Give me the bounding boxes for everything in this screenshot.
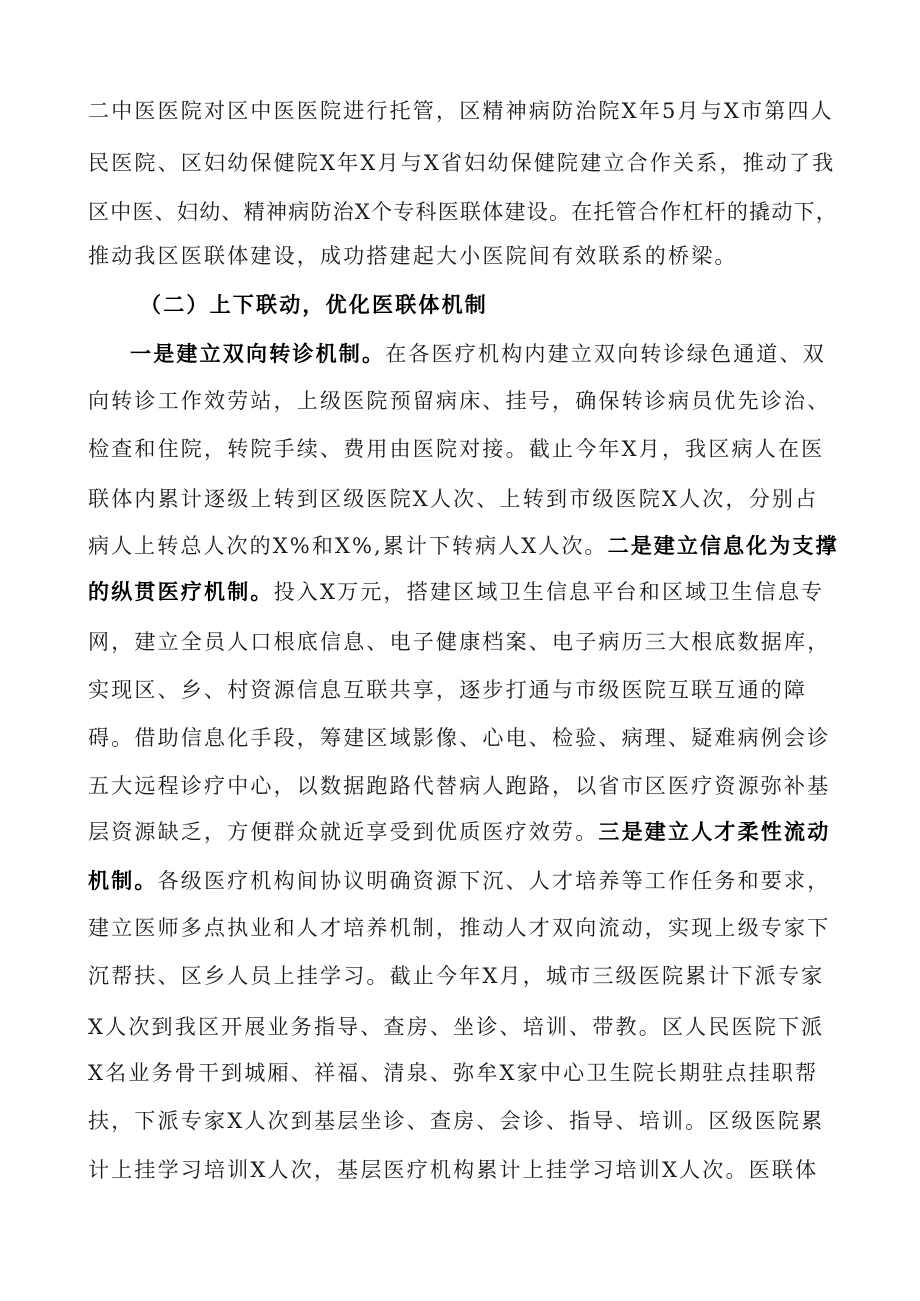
text-line xyxy=(88,1106,824,1136)
text-run: 五大远程诊疗中心，以数据跑路代替病人跑路，以省市区医疗资源弥补基 xyxy=(88,774,831,798)
text-line xyxy=(130,339,826,369)
text-run: 联体内累计逐级上转到区级医院X人次、上转到市级医院X人次，分别占 xyxy=(88,487,819,511)
text-run: 计上挂学习培训X人次，基层医疗机构累计上挂学习培训X人次。医联体 xyxy=(88,1158,819,1182)
text-line xyxy=(88,386,830,416)
text-line xyxy=(88,96,834,126)
text-line xyxy=(88,723,830,753)
text-run: 病人上转总人次的X%和X%,累计下转病人X人次。 xyxy=(88,534,608,558)
text-run: X人次到我区开展业务指导、查房、坐诊、培训、带教。区人民医院下派 xyxy=(88,1015,825,1039)
text-run: 网，建立全员人口根底信息、电子健康档案、电子病历三大根底数据库， xyxy=(88,630,831,654)
text-run: 在各医疗机构内建立双向转诊绿色通道、双 xyxy=(385,342,827,366)
text-run: 向转诊工作效劳站，上级医院预留病床、挂号，确保转诊病员优先诊治、 xyxy=(88,389,831,413)
text-run: 民医院、区妇幼保健院X年X月与X省妇幼保健院建立合作关系，推动了我 xyxy=(88,151,836,175)
text-run: 碍。借助信息化手段，筹建区域影像、心电、检验、病理、疑难病例会诊 xyxy=(88,726,831,750)
emphasis-run: 二是建立信息化为支撑 xyxy=(607,534,839,558)
text-line xyxy=(88,817,830,847)
text-run: 推动我区医联体建设，成功搭建起大小医院间有效联系的桥梁。 xyxy=(88,244,738,268)
text-line xyxy=(88,531,839,561)
text-line xyxy=(88,577,824,607)
text-line xyxy=(88,1155,818,1185)
text-line xyxy=(88,241,738,271)
text-run: X名业务骨干到城厢、祥福、清泉、弥牟X家中心卫生院长期驻点挂职帮 xyxy=(88,1061,819,1085)
text-run: 扶，下派专家X人次到基层坐诊、查房、会诊、指导、培训。区级医院累 xyxy=(88,1109,825,1133)
text-run: 实现区、乡、村资源信息互联共享，逐步打通与市级医院互联互通的障 xyxy=(88,678,808,702)
text-run: 检查和住院，转院手续、费用由医院对接。截止今年X月，我区病人在医 xyxy=(88,437,825,461)
text-line xyxy=(88,913,830,943)
text-line xyxy=(88,1058,818,1088)
text-line xyxy=(88,627,830,657)
text-run: 层资源缺乏，方便群众就近享受到优质医疗效劳。 xyxy=(88,820,599,844)
text-run: 区中医、妇幼、精神病防治X个专科医联体建设。在托管合作杠杆的撬动下， xyxy=(88,200,839,224)
text-line xyxy=(88,434,824,464)
emphasis-run: 三是建立人才柔性流动 xyxy=(598,820,831,844)
text-run: 沉帮扶、区乡人员上挂学习。截止今年X月，城市三级医院累计下派专家 xyxy=(88,964,825,988)
emphasis-run: 机制。 xyxy=(88,869,158,893)
text-line xyxy=(88,148,835,178)
text-line xyxy=(88,675,807,705)
text-line xyxy=(88,771,830,801)
text-line xyxy=(88,866,830,896)
text-run: 投入X万元，搭建区域卫生信息平台和区域卫生信息专 xyxy=(273,580,825,604)
emphasis-run: 的纵贯医疗机制。 xyxy=(88,580,274,604)
text-run: 建立医师多点执业和人才培养机制，推动人才双向流动，实现上级专家下 xyxy=(88,916,831,940)
heading-text: （二）上下联动，优化医联体机制 xyxy=(140,293,488,317)
emphasis-run: 一是建立双向转诊机制。 xyxy=(130,342,386,366)
text-line xyxy=(88,961,824,991)
text-line xyxy=(88,197,838,227)
text-run: 二中医医院对区中医医院进行托管，区精神病防治院X年5月与X市第四人 xyxy=(88,99,834,123)
text-line xyxy=(88,484,818,514)
section-heading xyxy=(140,290,488,320)
text-line xyxy=(88,1012,824,1042)
text-run: 各级医疗机构间协议明确资源下沉、人才培养等工作任务和要求， xyxy=(157,869,831,893)
